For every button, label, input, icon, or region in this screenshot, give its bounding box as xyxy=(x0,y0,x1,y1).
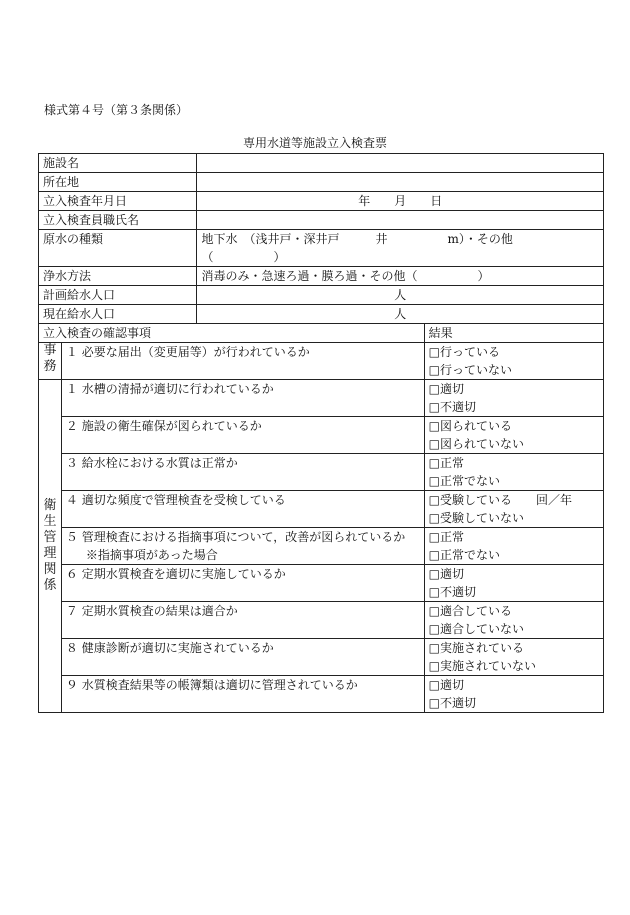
hygiene-check-item-2: ２ 施設の衛生確保が図られているか xyxy=(61,417,424,454)
office-check-row xyxy=(39,343,604,380)
facility-name-row xyxy=(39,154,604,173)
hygiene-check-item-5 xyxy=(61,528,424,565)
office-label: 事務 xyxy=(39,343,62,380)
hygiene-row-2 xyxy=(39,417,604,454)
hygiene-label: 衛生管理関係 xyxy=(39,380,62,713)
purification-label: 浄水方法 xyxy=(39,267,197,286)
inspection-date-field[interactable]: 年 月 日 xyxy=(197,192,604,211)
hygiene-check-item-3: ３ 給水栓における水質は正常か xyxy=(61,454,424,491)
office-result xyxy=(424,343,603,380)
hygiene-2-option-a-checkbox[interactable]: □図られている xyxy=(428,419,513,433)
hygiene-result-4 xyxy=(424,491,603,528)
hygiene-1-option-a-checkbox[interactable]: □適切 xyxy=(428,382,465,396)
raw-water-label: 原水の種類 xyxy=(39,230,197,267)
raw-water-field[interactable] xyxy=(197,230,604,267)
inspector-row xyxy=(39,211,604,230)
raw-water-other: （ ） xyxy=(201,250,286,264)
hygiene-result-2 xyxy=(424,417,603,454)
hygiene-row-1 xyxy=(39,380,604,417)
hygiene-row-8 xyxy=(39,639,604,676)
hygiene-check-item-9: ９ 水質検査結果等の帳簿類は適切に管理されているか xyxy=(61,676,424,713)
hygiene-6-option-a-checkbox[interactable]: □適切 xyxy=(428,567,465,581)
form-title: 専用水道等施設立入検査票 xyxy=(242,136,387,150)
hygiene-8-option-a-checkbox[interactable]: □実施されている xyxy=(428,641,525,655)
hygiene-result-3 xyxy=(424,454,603,491)
inspection-date-label: 立入検査年月日 xyxy=(39,192,197,211)
inspector-label: 立入検査員職氏名 xyxy=(39,211,197,230)
office-option-yes-checkbox[interactable]: □行っている xyxy=(428,345,501,359)
hygiene-result-1 xyxy=(424,380,603,417)
hygiene-2-option-b-checkbox[interactable]: □図られていない xyxy=(428,437,525,451)
hygiene-check-item-5-text: ５ 管理検査における指摘事項について，改善が図られているか xyxy=(65,530,406,544)
location-label: 所在地 xyxy=(39,173,197,192)
hygiene-row-6 xyxy=(39,565,604,602)
inspector-field[interactable] xyxy=(197,211,604,230)
hygiene-check-item-7: ７ 定期水質検査の結果は適合か xyxy=(61,602,424,639)
hygiene-result-5 xyxy=(424,528,603,565)
check-items-header: 立入検査の確認事項 xyxy=(39,324,425,343)
hygiene-5-option-b-checkbox[interactable]: □正常でない xyxy=(428,548,501,562)
hygiene-row-3 xyxy=(39,454,604,491)
form-number: 様式第４号（第３条関係） xyxy=(44,103,189,117)
hygiene-3-option-a-checkbox[interactable]: □正常 xyxy=(428,456,465,470)
location-row xyxy=(39,173,604,192)
hygiene-5-option-a-checkbox[interactable]: □正常 xyxy=(428,530,465,544)
hygiene-check-item-1: １ 水槽の清掃が適切に行われているか xyxy=(61,380,424,417)
hygiene-check-item-6: ６ 定期水質検査を適切に実施しているか xyxy=(61,565,424,602)
hygiene-4-option-b-checkbox[interactable]: □受験していない xyxy=(428,511,525,525)
hygiene-result-9 xyxy=(424,676,603,713)
hygiene-row-4 xyxy=(39,491,604,528)
hygiene-result-6 xyxy=(424,565,603,602)
planned-population-label: 計画給水人口 xyxy=(39,286,197,305)
inspection-table xyxy=(38,153,604,713)
purification-row xyxy=(39,267,604,286)
hygiene-row-7 xyxy=(39,602,604,639)
hygiene-3-option-b-checkbox[interactable]: □正常でない xyxy=(428,474,501,488)
purification-field[interactable]: 消毒のみ・急速ろ過・膜ろ過・その他（ ） xyxy=(197,267,604,286)
hygiene-7-option-a-checkbox[interactable]: □適合している xyxy=(428,604,513,618)
raw-water-row xyxy=(39,230,604,267)
hygiene-row-5 xyxy=(39,528,604,565)
planned-population-field[interactable]: 人 xyxy=(197,286,604,305)
current-population-field[interactable]: 人 xyxy=(197,305,604,324)
inspection-date-row xyxy=(39,192,604,211)
location-field[interactable] xyxy=(197,173,604,192)
hygiene-7-option-b-checkbox[interactable]: □適合していない xyxy=(428,622,525,636)
hygiene-result-7 xyxy=(424,602,603,639)
hygiene-1-option-b-checkbox[interactable]: □不適切 xyxy=(428,400,477,414)
planned-population-row xyxy=(39,286,604,305)
result-header: 結果 xyxy=(424,324,603,343)
hygiene-9-option-b-checkbox[interactable]: □不適切 xyxy=(428,696,477,710)
check-header-row xyxy=(39,324,604,343)
facility-name-label: 施設名 xyxy=(39,154,197,173)
current-population-row xyxy=(39,305,604,324)
current-population-label: 現在給水人口 xyxy=(39,305,197,324)
hygiene-check-item-4: ４ 適切な頻度で管理検査を受検している xyxy=(61,491,424,528)
hygiene-9-option-a-checkbox[interactable]: □適切 xyxy=(428,678,465,692)
hygiene-4-option-a-checkbox[interactable]: □受験している 回／年 xyxy=(428,493,573,507)
hygiene-check-item-8: ８ 健康診断が適切に実施されているか xyxy=(61,639,424,676)
hygiene-row-9 xyxy=(39,676,604,713)
hygiene-8-option-b-checkbox[interactable]: □実施されていない xyxy=(428,659,537,673)
office-check-item: １ 必要な届出（変更届等）が行われているか xyxy=(61,343,424,380)
raw-water-options: 地下水 （浅井戸・深井戸 井 m）・その他 xyxy=(201,232,513,246)
hygiene-result-8 xyxy=(424,639,603,676)
facility-name-field[interactable] xyxy=(197,154,604,173)
hygiene-6-option-b-checkbox[interactable]: □不適切 xyxy=(428,585,477,599)
office-option-no-checkbox[interactable]: □行っていない xyxy=(428,363,513,377)
hygiene-check-item-5-note: ※指摘事項があった場合 xyxy=(85,548,218,562)
